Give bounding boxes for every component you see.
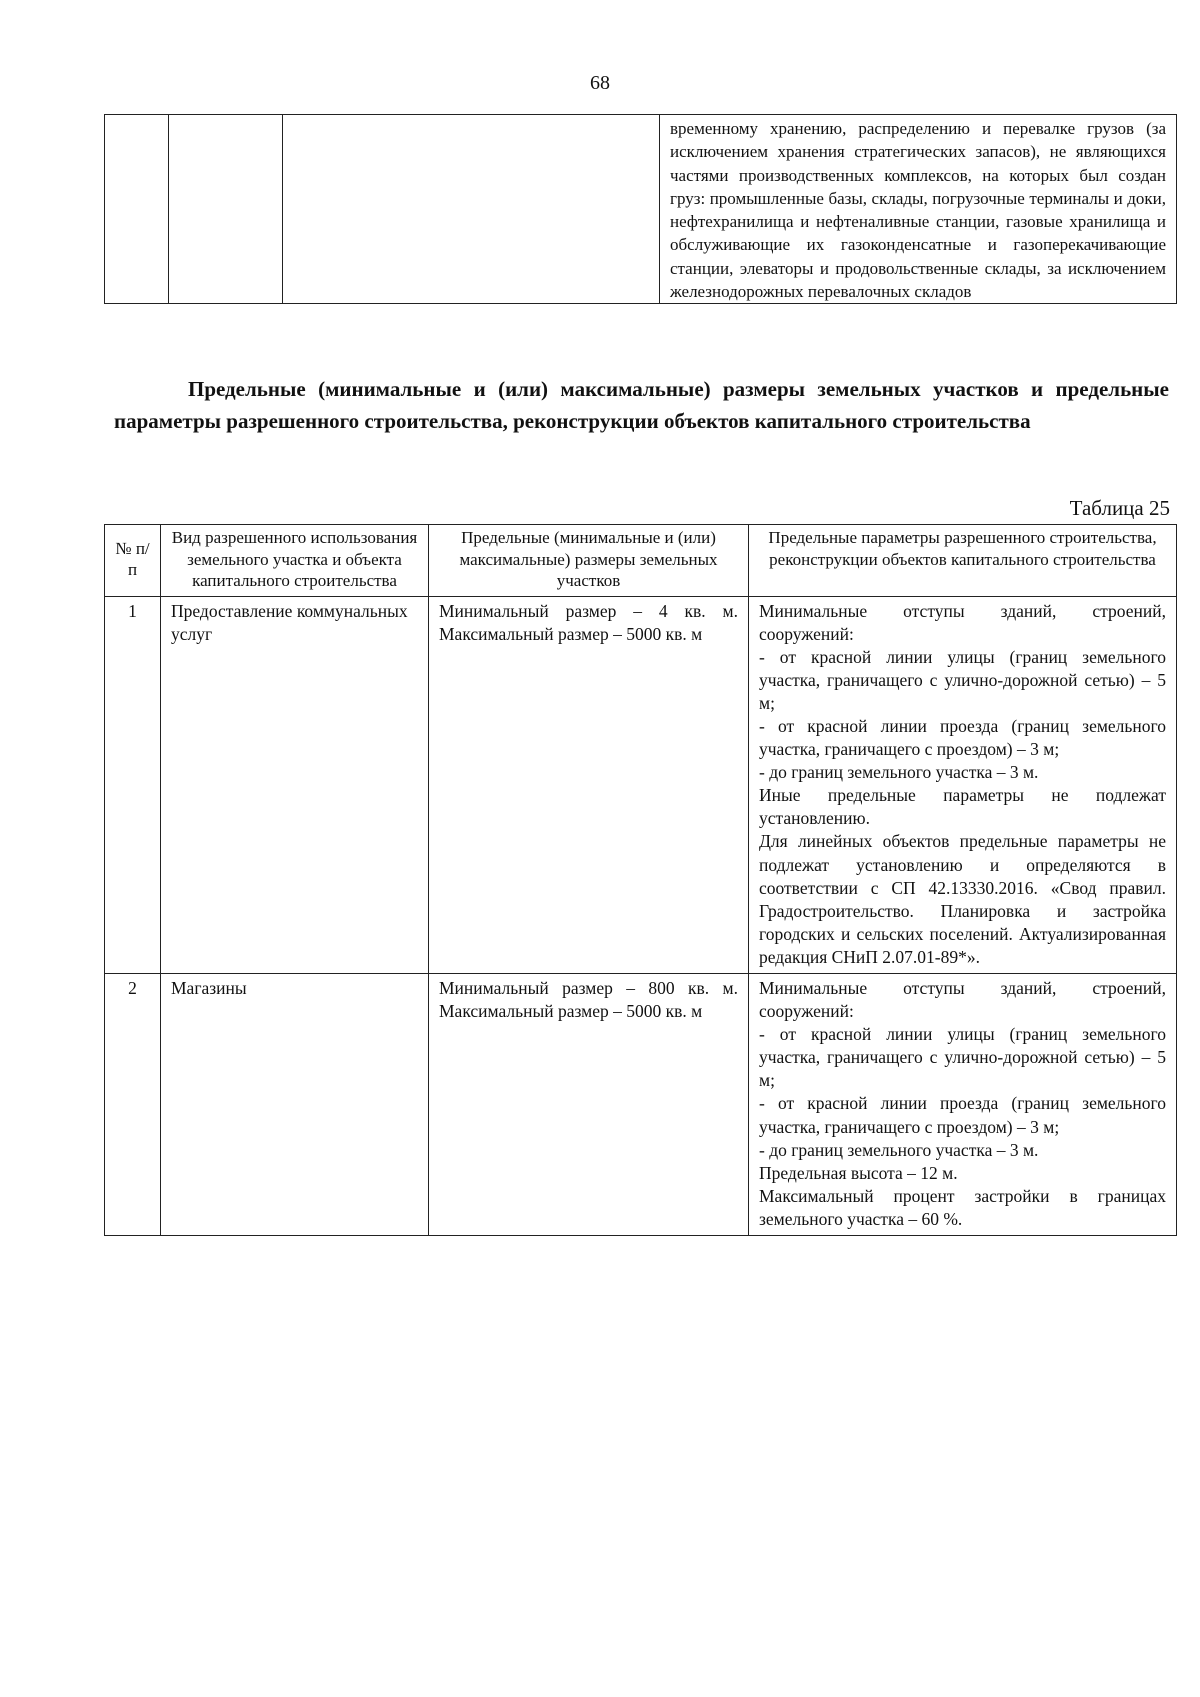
param-line: Минимальные отступы зданий, строений, сооружений:: [759, 600, 1166, 644]
param-line: - до границ земельного участка – 3 м.: [759, 1139, 1039, 1160]
row-params: [749, 596, 1177, 974]
table-cell-empty: [105, 115, 169, 304]
continuation-cell: временному хранению, распределению и перевалке грузов (за исключением хранения стратегических запасов), не являющихся частями производственных комплексов, на которых был создан груз: промышленные базы, склады, погрузочные терминалы и доки, нефтехранилища и нефтеналивные станции, газовые хранилища и обслуживающие их газоконденсатные и газоперекачивающие станции, элеваторы и продовольственные склады, за исключением железнодорожных перевалочных складов: [660, 115, 1177, 304]
table-row: [105, 974, 1177, 1236]
header-number: № п/п: [105, 525, 161, 597]
param-line: - от красной линии улицы (границ земельного участка, граничащего с улично-дорожной сетью) – 5 м;: [759, 1024, 1166, 1091]
continuation-table: [104, 114, 1177, 304]
row-plot-sizes: Минимальный размер – 800 кв. м. Максимальный размер – 5000 кв. м: [429, 974, 749, 1236]
page-number: 68: [590, 72, 610, 94]
table-caption: Таблица 25: [1069, 496, 1170, 520]
row-plot-sizes: Минимальный размер – 4 кв. м. Максимальный размер – 5000 кв. м: [429, 596, 749, 974]
header-construction-params: Предельные параметры разрешенного строительства, реконструкции объектов капитального строительства: [749, 525, 1177, 597]
param-line: - от красной линии улицы (границ земельного участка, граничащего с улично-дорожной сетью) – 5 м;: [759, 646, 1166, 713]
param-line: Для линейных объектов предельные параметры не подлежат установлению и определяются в соответствии с СП 42.13330.2016. «Свод правил. Градостроительство. Планировка и застройка городских и сельских поселений. Актуализированная редакция СНиП 2.07.01-89*».: [759, 831, 1166, 967]
param-line: - от красной линии проезда (границ земельного участка, граничащего с проездом) – 3 м;: [759, 1093, 1166, 1137]
table-cell-empty: [169, 115, 283, 304]
table-cell-empty: [283, 115, 660, 304]
param-line: Минимальные отступы зданий, строений, сооружений:: [759, 978, 1166, 1022]
header-use-type: Вид разрешенного использования земельного участка и объекта капитального строительства: [161, 525, 429, 597]
param-line: Предельная высота – 12 м.: [759, 1162, 958, 1183]
param-line: - до границ земельного участка – 3 м.: [759, 762, 1039, 783]
row-use-type: Предоставление коммунальных услуг: [161, 596, 429, 974]
limits-table: [104, 524, 1177, 1236]
row-number: 2: [105, 974, 161, 1236]
header-plot-sizes: Предельные (минимальные и (или) максимальные) размеры земельных участков: [429, 525, 749, 597]
row-params: [749, 974, 1177, 1236]
table-row: [105, 115, 1177, 304]
row-number: 1: [105, 596, 161, 974]
table-row: [105, 596, 1177, 974]
section-heading: Предельные (минимальные и (или) максимальные) размеры земельных участков и предельные параметры разрешенного строительства, реконструкции объектов капитального строительства: [114, 377, 1169, 433]
param-line: Максимальный процент застройки в границах земельного участка – 60 %.: [759, 1185, 1166, 1229]
table-header-row: [105, 525, 1177, 597]
param-line: - от красной линии проезда (границ земельного участка, граничащего с проездом) – 3 м;: [759, 715, 1166, 760]
param-line: Иные предельные параметры не подлежат установлению.: [759, 785, 1166, 829]
row-use-type: Магазины: [161, 974, 429, 1236]
